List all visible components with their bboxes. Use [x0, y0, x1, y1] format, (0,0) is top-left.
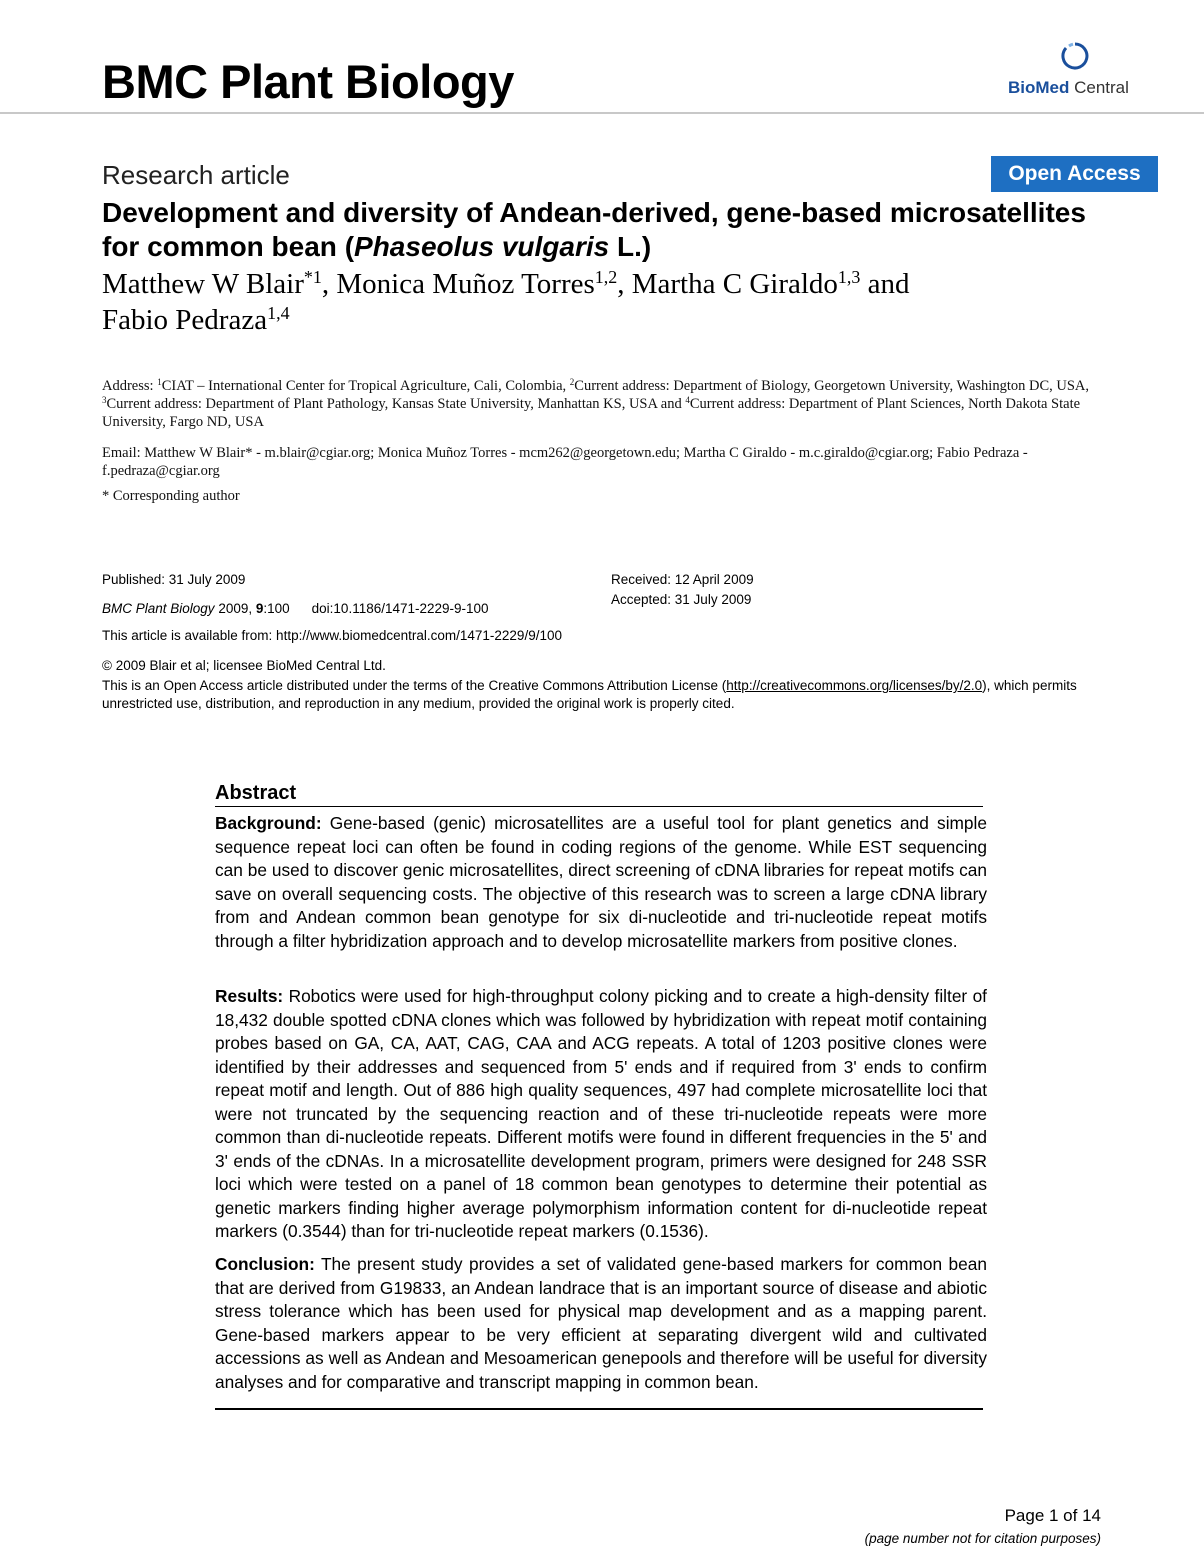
address-sup: 2 — [569, 377, 575, 388]
journal-title: BMC Plant Biology — [102, 55, 514, 108]
abstract-heading: Abstract — [215, 782, 297, 804]
address-sup: 1 — [157, 377, 162, 388]
published-date: Published: 31 July 2009 — [102, 572, 246, 587]
license-statement — [102, 677, 1102, 713]
corresponding-author-note: * Corresponding author — [102, 488, 240, 504]
publisher-logo[interactable] — [1008, 38, 1148, 102]
citation-line — [102, 600, 489, 618]
abstract-conclusion — [215, 1253, 987, 1394]
author-separator: , — [321, 268, 337, 300]
open-access-badge: Open Access — [991, 156, 1158, 192]
citation-page: :100 — [263, 601, 290, 616]
publisher-name-bio: BioMed — [1008, 78, 1070, 97]
author-list — [102, 266, 1102, 338]
address-text: Current address: Department of Plant Sciences, North Dakota State University, Fargo ND, USA — [102, 396, 1081, 430]
address-text: Current address: Department of Plant Pathology, Kansas State University, Manhattan KS, USA and — [106, 396, 686, 412]
results-text: Robotics were used for high-throughput colony picking and to create a high-density filter of 18,432 double spotted cDNA clones which was followed by hybridization with repeat motif containing probes based on GA, CA, AAT, CAG, CAA and ACG repeats. A total of 1203 positive clones were identified by their addresses and sequenced from 5' ends and if required from 3' ends to confirm repeat motif and length. Out of 886 high quality sequences, 497 had complete microsatellite loci that were not truncated by the sequencing reaction and of these tri-nucleotide repeats were more common than di-nucleotide repeats. Different motifs were found in different frequencies in the 5' and 3' ends of the cDNAs. In a microsatellite development program, primers were designed for 248 SSR loci which were tested on a panel of 18 common bean genotypes to determine their potential as genetic markers finding higher average polymorphism information content for di-nucleotide repeat markers (0.3544) than for tri-nucleotide repeat markers (0.1536). — [215, 986, 987, 1241]
abstract-divider-top — [215, 806, 983, 807]
doi: doi:10.1186/1471-2229-9-100 — [311, 601, 489, 616]
article-title — [102, 196, 1102, 264]
received-date: Received: 12 April 2009 — [611, 572, 754, 587]
author-affiliation-sup: 1,4 — [267, 303, 290, 324]
background-text: Gene-based (genic) microsatellites are a useful tool for plant genetics and simple sequence repeat loci can often be found in coding regions of the genome. While EST sequencing can be used to discover genic microsatellites, direct screening of cDNA libraries for repeat motifs can save on overall sequencing costs. The objective of this research was to screen a large cDNA library from and Andean common bean genotype for six di-nucleotide and tri-nucleotide repeat motifs through a filter hybridization approach and to develop microsatellite markers from positive clones. — [215, 813, 987, 951]
results-label: Results: — [215, 986, 284, 1006]
address-sup: 3 — [102, 395, 107, 406]
license-text: This is an Open Access article distributed under the terms of the Creative Commons Attribution License ( — [102, 678, 727, 693]
article-type: Research article — [102, 160, 290, 190]
author-name: Matthew W Blair — [102, 268, 304, 300]
author-affiliation-sup: *1 — [303, 267, 322, 288]
article-title-part2: L.) — [609, 231, 652, 262]
citation-journal: BMC Plant Biology — [102, 601, 215, 616]
page-number-note: (page number not for citation purposes) — [864, 1531, 1101, 1546]
author-name: Monica Muñoz Torres — [336, 268, 595, 300]
accepted-date: Accepted: 31 July 2009 — [611, 592, 752, 607]
author-affiliation-sup: 1,2 — [594, 267, 618, 288]
license-link[interactable]: http://creativecommons.org/licenses/by/2.0 — [726, 678, 983, 693]
article-title-part1: Development and diversity of Andean-derived, gene-based microsatellites for common bean ( — [102, 197, 1086, 262]
address-text: Current address: Department of Biology, Georgetown University, Washington DC, USA, — [574, 378, 1090, 394]
author-separator: , — [617, 268, 632, 300]
background-label: Background: — [215, 813, 322, 833]
article-url[interactable]: This article is available from: http://www.biomedcentral.com/1471-2229/9/100 — [102, 628, 562, 643]
license-text: ), which permits unrestricted use, distribution, and reproduction in any medium, provided the original work is properly cited. — [102, 678, 1077, 711]
address-text: CIAT – International Center for Tropical Agriculture, Cali, Colombia, — [161, 378, 570, 394]
page-number: Page 1 of 14 — [1004, 1506, 1101, 1525]
header-divider — [0, 112, 1204, 114]
address-label: Address: — [102, 378, 158, 394]
author-name: Martha C Giraldo — [631, 268, 838, 300]
author-separator: and — [860, 268, 910, 300]
address-sup: 4 — [685, 395, 690, 406]
author-affiliation-sup: 1,3 — [837, 267, 861, 288]
conclusion-text: The present study provides a set of validated gene-based markers for common bean that are derived from G19833, an Andean landrace that is an important source of disease and abiotic stress tolerance which has been used for physical map development and as a mapping parent. Gene-based markers appear to be very efficient at separating divergent wild and cultivated accessions as well as Andean and Mesoamerican genepools and therefore will be useful for diversity analyses and for comparative and transcript mapping in common bean. — [215, 1254, 987, 1392]
article-title-species: Phaseolus vulgaris — [354, 231, 610, 262]
address-block — [102, 377, 1102, 431]
email-block: Email: Matthew W Blair* - m.blair@cgiar.org; Monica Muñoz Torres - mcm262@georgetown.edu; Martha C Giraldo - m.c.giraldo@cgiar.org; Fabio Pedraza - f.pedraza@cgiar.org — [102, 445, 1028, 479]
citation-year: 2009, — [214, 601, 256, 616]
copyright-notice: © 2009 Blair et al; licensee BioMed Central Ltd. — [102, 658, 386, 673]
abstract-divider-bottom — [215, 1408, 983, 1410]
publisher-name-central: Central — [1069, 78, 1129, 97]
abstract-results — [215, 985, 987, 1244]
author-name: Fabio Pedraza — [102, 304, 268, 336]
biomed-central-ring-icon — [1060, 41, 1090, 71]
publisher-name — [1008, 78, 1129, 98]
citation-volume: 9 — [255, 601, 264, 616]
abstract-background — [215, 812, 987, 953]
conclusion-label: Conclusion: — [215, 1254, 315, 1274]
